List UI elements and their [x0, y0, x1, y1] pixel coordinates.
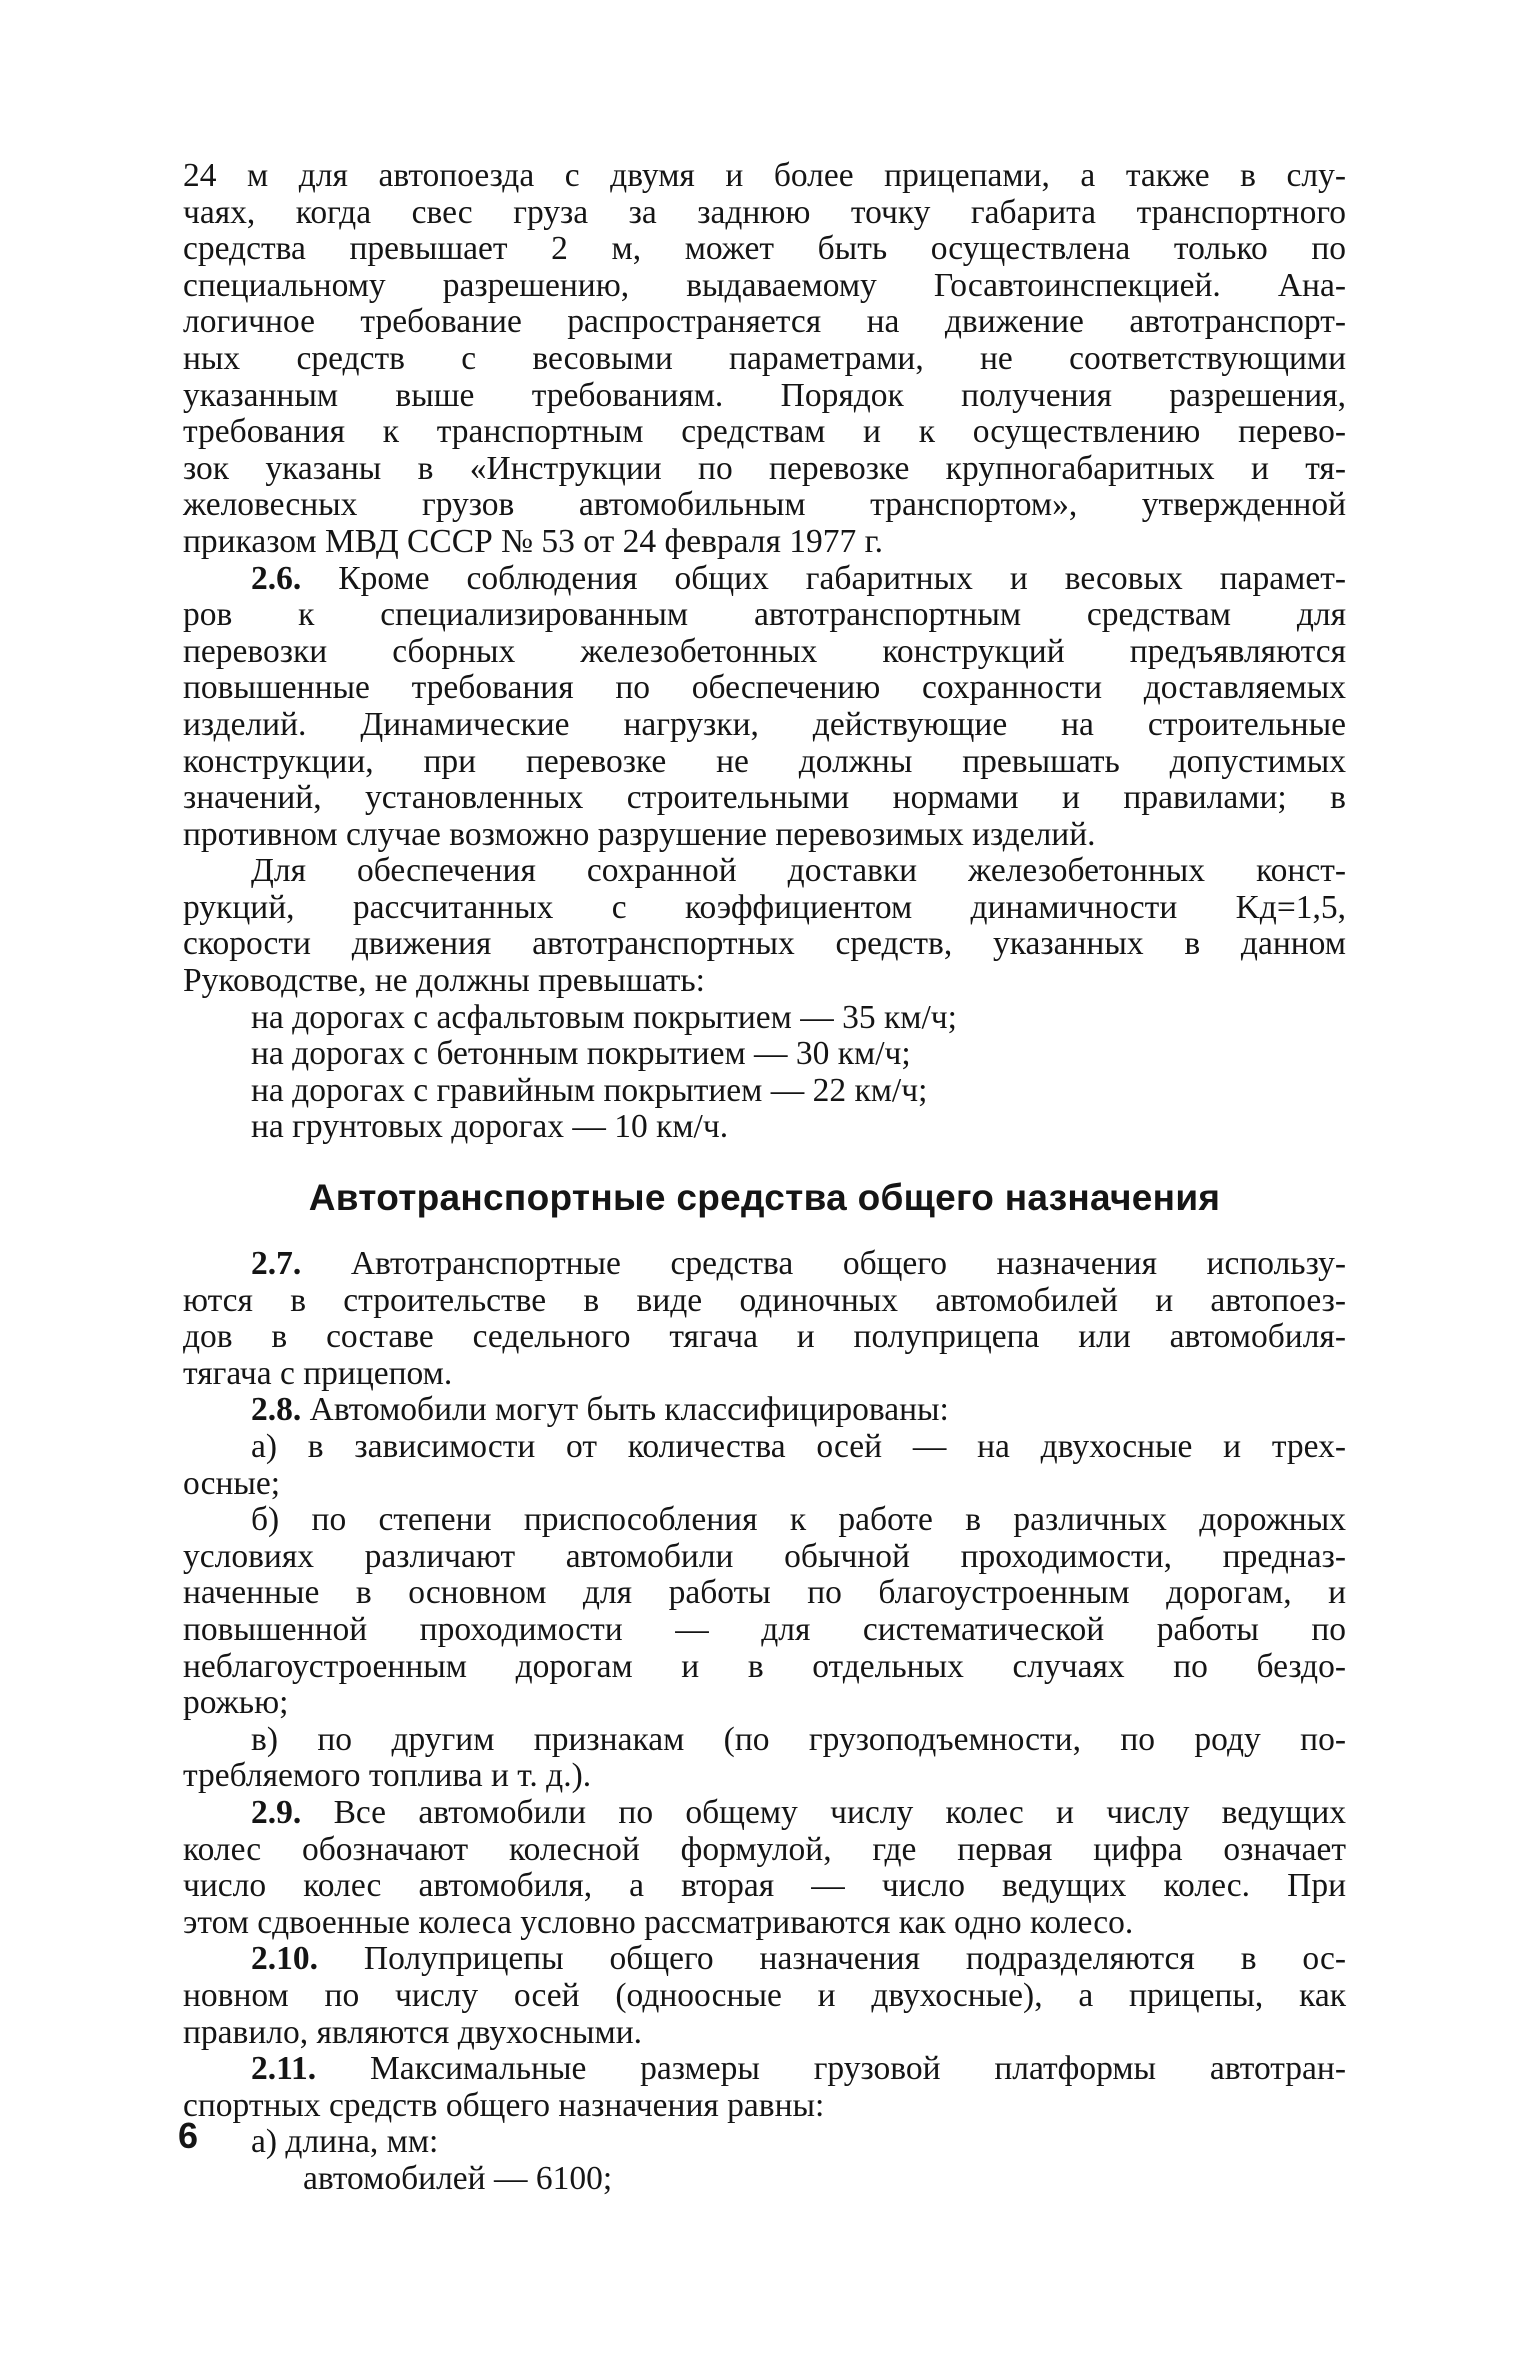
text-line — [183, 1905, 1346, 1942]
text-line — [183, 1109, 1346, 1146]
line-text: на дорогах с асфальтовым покрытием — 35 км/ч; — [251, 998, 957, 1036]
text-line — [183, 1356, 1346, 1393]
text-line — [183, 524, 1346, 561]
line-text: условиях различают автомобили обычной проходимости, предназ- — [183, 1537, 1346, 1575]
text-line — [183, 1073, 1346, 1110]
line-text: требляемого топлива и т. д.). — [183, 1757, 592, 1795]
line-text: неблагоустроенным дорогам и в отдельных случаях по бездо- — [183, 1647, 1346, 1685]
line-text: средства превышает 2 м, может быть осуществлена только по — [183, 230, 1346, 268]
text-line — [183, 670, 1346, 707]
text-line — [183, 1649, 1346, 1686]
body-text-bottom — [183, 1246, 1346, 2197]
text-line — [183, 268, 1346, 305]
section-heading: Автотранспортные средства общего назначения — [308, 1177, 1221, 1219]
line-text: специальному разрешению, выдаваемому Госавтоинспекцией. Ана- — [183, 266, 1346, 304]
line-text: 24 м для автопоезда с двумя и более прицепами, а также в слу- — [183, 157, 1346, 194]
text-line — [183, 414, 1346, 451]
text-line — [183, 378, 1346, 415]
page-number: 6 — [178, 2115, 199, 2156]
line-text: Автотранспортные средства общего назначения использу- — [350, 1245, 1347, 1283]
text-line — [183, 780, 1346, 817]
text-line — [183, 487, 1346, 524]
line-text: а) в зависимости от количества осей — на двухосные и трех- — [251, 1428, 1346, 1465]
text-line — [183, 707, 1346, 744]
line-text: Автомобили могут быть классифицированы: — [309, 1391, 949, 1429]
text-line — [183, 634, 1346, 671]
text-line — [183, 1832, 1346, 1869]
line-text: автомобилей — 6100; — [303, 2159, 613, 2197]
text-line — [183, 853, 1346, 890]
line-text: в) по другим признакам (по грузоподъемности, по роду по- — [251, 1720, 1346, 1758]
line-text: ных средств с весовыми параметрами, не соответствующими — [183, 339, 1346, 377]
text-line — [183, 2051, 1346, 2088]
paragraph-number: 2.7. — [251, 1245, 302, 1283]
text-line — [183, 1575, 1346, 1612]
line-text: на дорогах с бетонным покрытием — 30 км/ч; — [251, 1035, 911, 1073]
line-text: Для обеспечения сохранной доставки железобетонных конст- — [251, 852, 1346, 890]
line-text: изделий. Динамические нагрузки, действующие на строительные — [183, 705, 1346, 743]
line-text: ров к специализированным автотранспортным средствам для — [183, 596, 1346, 634]
text-line — [183, 1466, 1346, 1503]
line-text: новном по числу осей (одноосные и двухосные), а прицепы, как — [183, 1976, 1346, 2014]
text-line — [183, 1978, 1346, 2015]
text-line — [183, 2015, 1346, 2052]
paragraph-number: 2.11. — [251, 2050, 317, 2088]
text-line — [183, 597, 1346, 634]
text-line — [183, 1758, 1346, 1795]
line-text: перевозки сборных железобетонных конструкций предъявляются — [183, 632, 1346, 670]
text-line — [183, 1246, 1346, 1283]
line-text: приказом МВД СССР № 53 от 24 февраля 1977 г. — [183, 522, 884, 560]
line-text: рукций, рассчитанных с коэффициентом динамичности Kд=1,5, — [183, 888, 1346, 926]
line-text: скорости движения автотранспортных средств, указанных в данном — [183, 925, 1346, 963]
text-line — [183, 1795, 1346, 1832]
paragraph-number: 2.10. — [251, 1940, 318, 1978]
line-text: а) длина, мм: — [251, 2123, 439, 2161]
text-line — [183, 1283, 1346, 1320]
text-line — [183, 195, 1346, 232]
line-text: б) по степени приспособления к работе в различных дорожных — [251, 1501, 1346, 1539]
text-line — [183, 1000, 1346, 1037]
text-line — [183, 304, 1346, 341]
line-text: этом сдвоенные колеса условно рассматриваются как одно колесо. — [183, 1903, 1134, 1941]
line-text: тягача с прицепом. — [183, 1354, 453, 1392]
line-text: Максимальные размеры грузовой платформы автотран- — [370, 2050, 1347, 2088]
line-text: на дорогах с гравийным покрытием — 22 км/ч; — [251, 1071, 928, 1109]
text-line — [183, 1502, 1346, 1539]
text-line — [183, 963, 1346, 1000]
text-line — [183, 2088, 1346, 2125]
line-text: Кроме соблюдения общих габаритных и весовых парамет- — [338, 559, 1347, 597]
text-line — [183, 1685, 1346, 1722]
text-line — [183, 890, 1346, 927]
document-page — [183, 158, 1346, 2197]
text-line — [183, 1868, 1346, 1905]
text-line — [183, 1429, 1346, 1466]
line-text: повышенной проходимости — для систематической работы по — [183, 1610, 1346, 1648]
body-text-top — [183, 158, 1346, 1146]
paragraph-number: 2.6. — [251, 559, 302, 597]
line-text: противном случае возможно разрушение перевозимых изделий. — [183, 815, 1096, 853]
text-line — [183, 2161, 1346, 2198]
line-text: ются в строительстве в виде одиночных автомобилей и автопоез- — [183, 1281, 1346, 1319]
paragraph-number: 2.8. — [251, 1391, 302, 1429]
line-text: наченные в основном для работы по благоустроенным дорогам, и — [183, 1574, 1346, 1612]
line-text: желовесных грузов автомобильным транспортом», утвержденной — [183, 486, 1346, 524]
line-text: число колес автомобиля, а вторая — число ведущих колес. При — [183, 1867, 1346, 1905]
text-line — [183, 1941, 1346, 1978]
line-text: Все автомобили по общему числу колес и числу ведущих — [333, 1793, 1346, 1831]
line-text: требования к транспортным средствам и к осуществлению перево- — [183, 413, 1346, 451]
line-text: чаях, когда свес груза за заднюю точку габарита транспортного — [183, 193, 1346, 231]
text-line — [183, 2124, 1346, 2161]
line-text: логичное требование распространяется на движение автотранспорт- — [183, 303, 1346, 341]
text-line — [183, 817, 1346, 854]
line-text: спортных средств общего назначения равны: — [183, 2086, 825, 2124]
line-text: зок указаны в «Инструкции по перевозке крупногабаритных и тя- — [183, 449, 1346, 487]
line-text: колес обозначают колесной формулой, где первая цифра означает — [183, 1830, 1346, 1868]
line-text: правило, являются двухосными. — [183, 2013, 643, 2051]
text-line — [183, 341, 1346, 378]
text-line — [183, 451, 1346, 488]
line-text: дов в составе седельного тягача и полуприцепа или автомобиля- — [183, 1318, 1346, 1356]
line-text: рожью; — [183, 1684, 289, 1722]
text-line — [183, 1539, 1346, 1576]
line-text: осные; — [183, 1464, 281, 1502]
text-line — [183, 1722, 1346, 1759]
line-text: на грунтовых дорогах — 10 км/ч. — [251, 1108, 729, 1146]
paragraph-number: 2.9. — [251, 1793, 302, 1831]
text-line — [183, 158, 1346, 195]
text-line — [183, 1612, 1346, 1649]
text-line — [183, 926, 1346, 963]
line-text: указанным выше требованиям. Порядок получения разрешения, — [183, 376, 1346, 414]
text-line — [183, 561, 1346, 598]
text-line — [183, 1319, 1346, 1356]
line-text: значений, установленных строительными нормами и правилами; в — [183, 779, 1346, 817]
text-line — [183, 744, 1346, 781]
line-text: Руководстве, не должны превышать: — [183, 962, 705, 1000]
text-line — [183, 1392, 1346, 1429]
text-line — [183, 1036, 1346, 1073]
line-text: Полуприцепы общего назначения подразделяются в ос- — [363, 1940, 1346, 1978]
line-text: повышенные требования по обеспечению сохранности доставляемых — [183, 669, 1346, 707]
line-text: конструкции, при перевозке не должны превышать допустимых — [183, 742, 1346, 780]
text-line — [183, 231, 1346, 268]
